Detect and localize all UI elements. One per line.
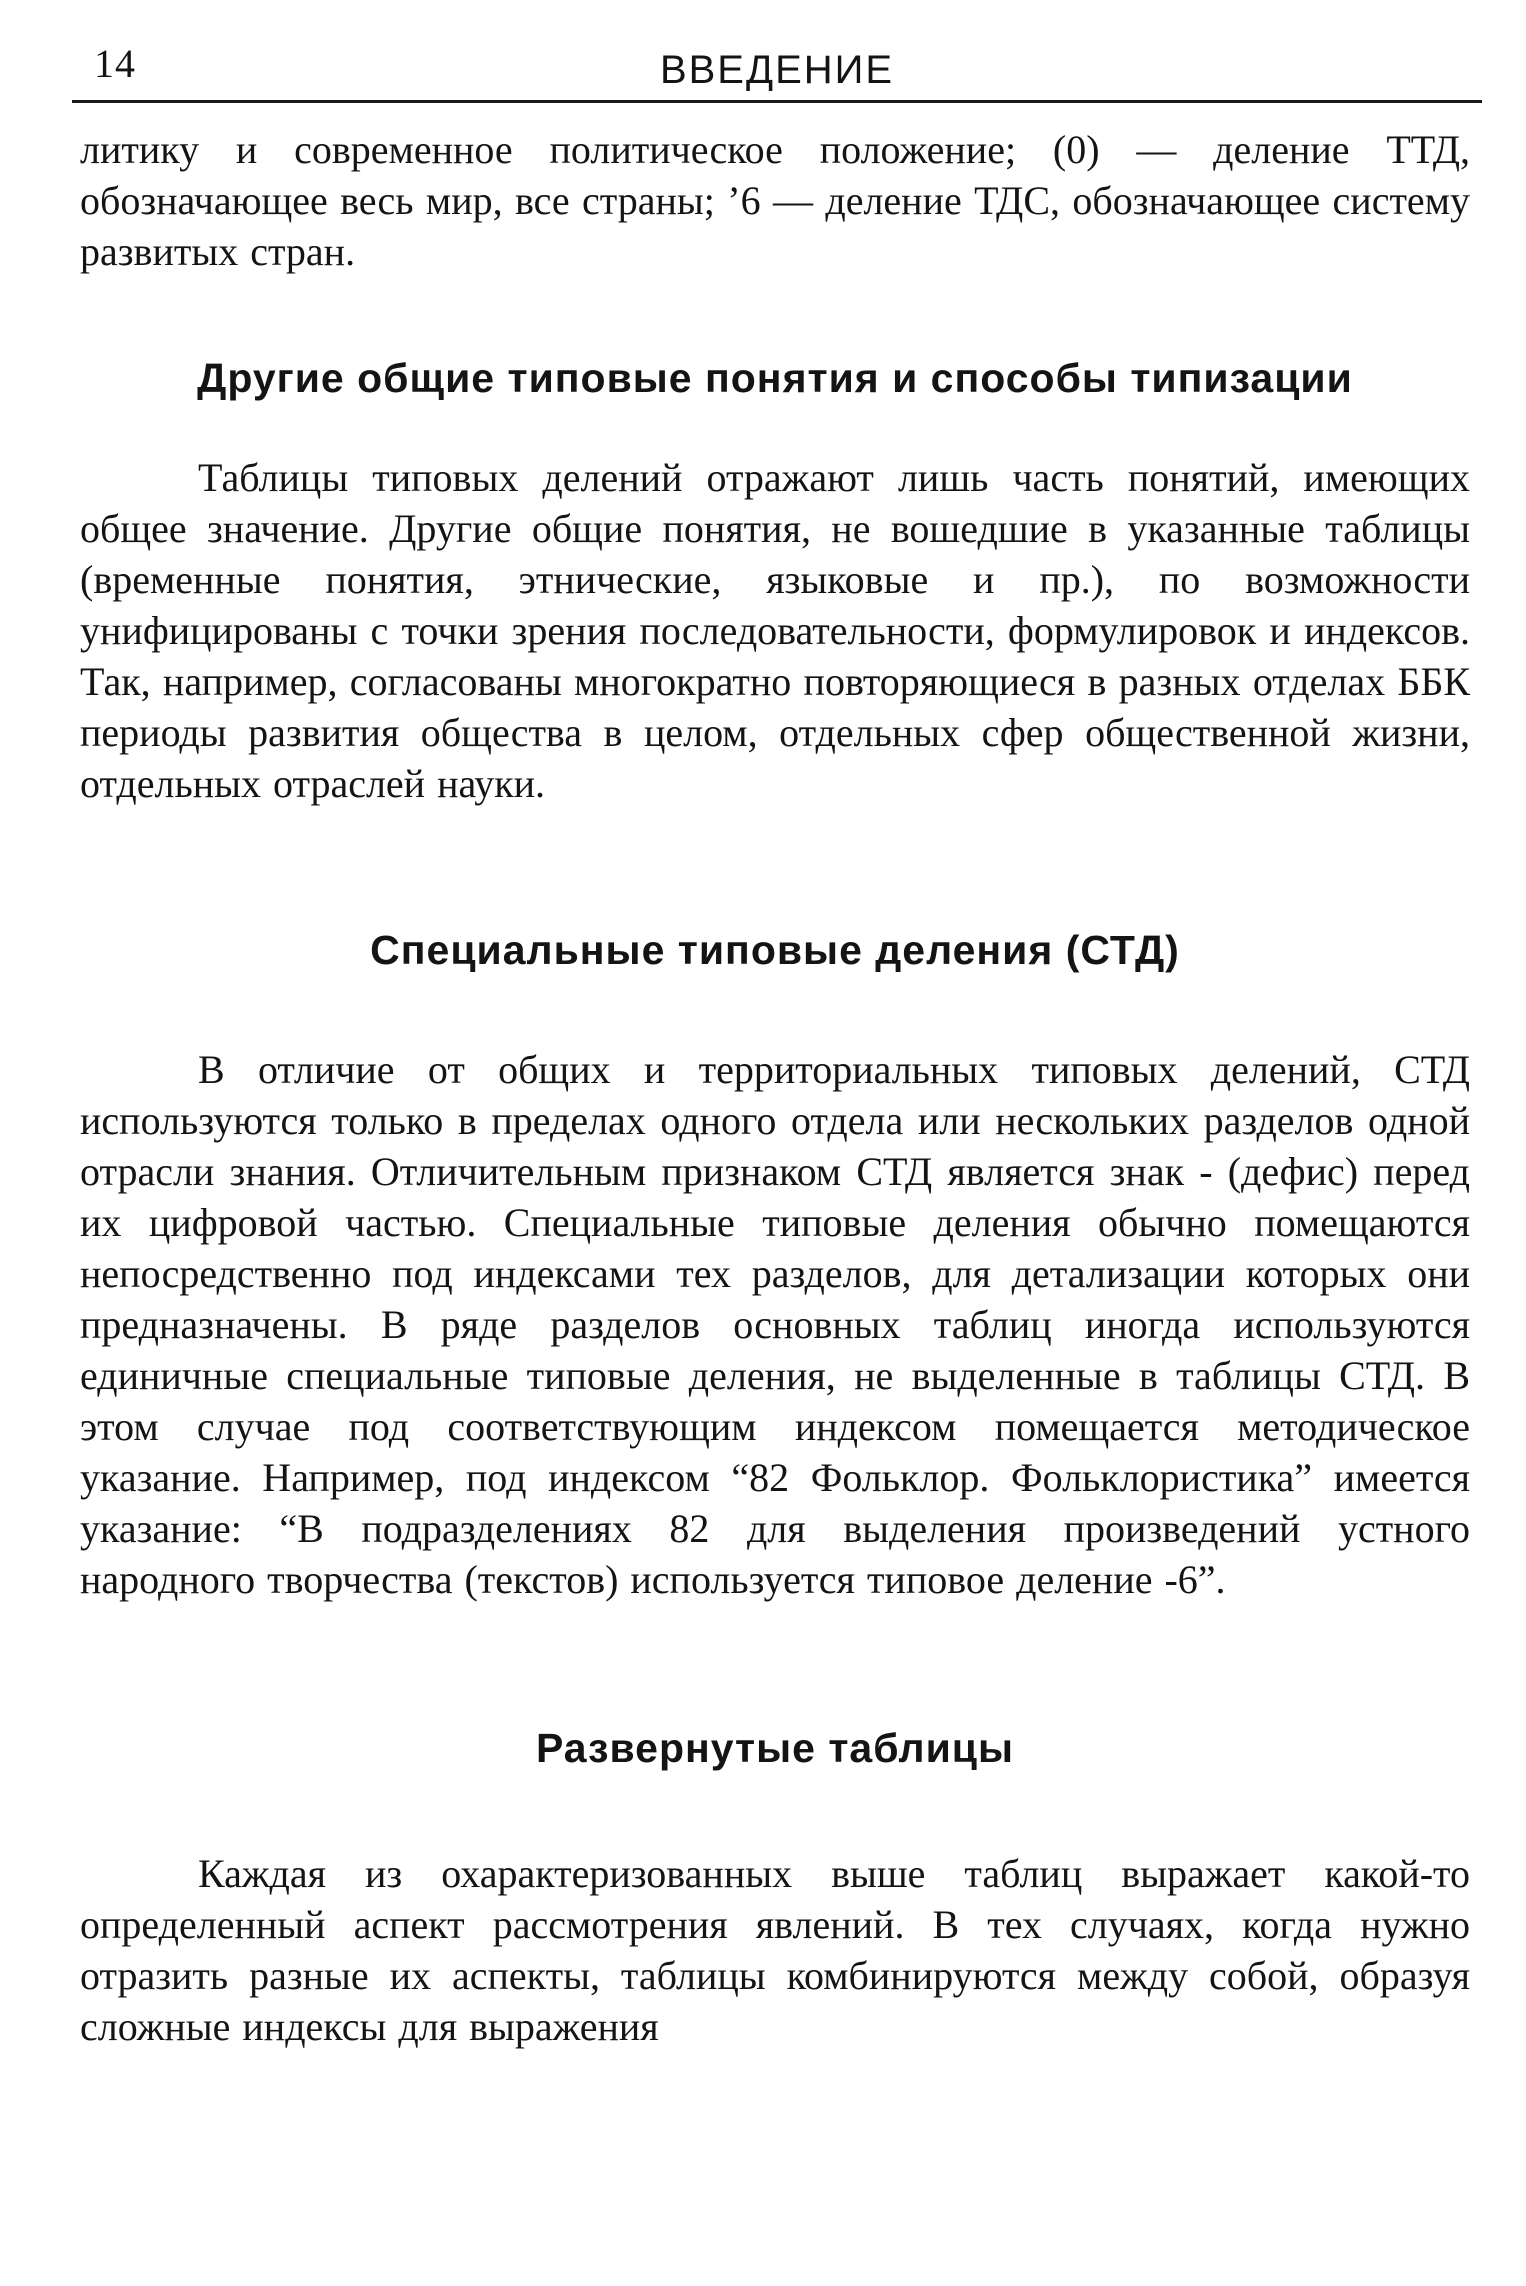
section-heading-expanded-tables: Развернутые таблицы (535, 1725, 1014, 1771)
page-header (72, 38, 1482, 108)
paragraph-special-divisions: В отличие от общих и территориальных типовых делений, СТД используются только в пределах одного отдела или нескольких разделов одной отрасли знания. Отличительным признаком СТД является знак - (дефис) перед их цифровой частью. Специальные типовые деления обычно помещаются непосредственно под индексами тех разделов, для детализации которых они предназначены. В ряде разделов основных таблиц иногда используются единичные специальные типовые деления, не выделенные в таблицы СТД. В этом случае под соответствующим индексом помещается методическое указание. Например, под индексом “82 Фольклор. Фольклористика” имеется указание: “В подразделениях 82 для выделения произведений устного народного творчества (текстов) используется типовое деление -6”. (80, 1047, 1470, 1602)
intro-paragraph: литику и современное политическое положение; (0) — деление ТТД, обозначающее весь мир, все страны; ’6 — деление ТДС, обозначающее систему развитых стран. (80, 127, 1470, 274)
page-number: 14 (94, 41, 136, 86)
paragraph-expanded-tables: Каждая из охарактеризованных выше таблиц выражает какой-то определенный аспект рассмотрения явлений. В тех случаях, когда нужно отразить разные их аспекты, таблицы комбинируются между собой, образуя сложные индексы для выражения (80, 1851, 1470, 2049)
paragraph-general-concepts: Таблицы типовых делений отражают лишь часть понятий, имеющих общее значение. Другие общие понятия, не вошедшие в указанные таблицы (временные понятия, этнические, языковые и пр.), по возможности унифицированы с точки зрения последовательности, формулировок и индексов. Так, например, согласованы многократно повторяющиеся в разных отделах ББК периоды развития общества в целом, отдельных сфер общественной жизни, отдельных отраслей науки. (80, 455, 1470, 806)
header-rule (72, 100, 1482, 103)
page-content (80, 124, 1470, 2052)
section-heading-general-concepts: Другие общие типовые понятия и способы типизации (197, 355, 1353, 401)
section-heading-special-divisions: Специальные типовые деления (СТД) (370, 927, 1180, 973)
running-title: ВВЕДЕНИЕ (659, 48, 895, 92)
